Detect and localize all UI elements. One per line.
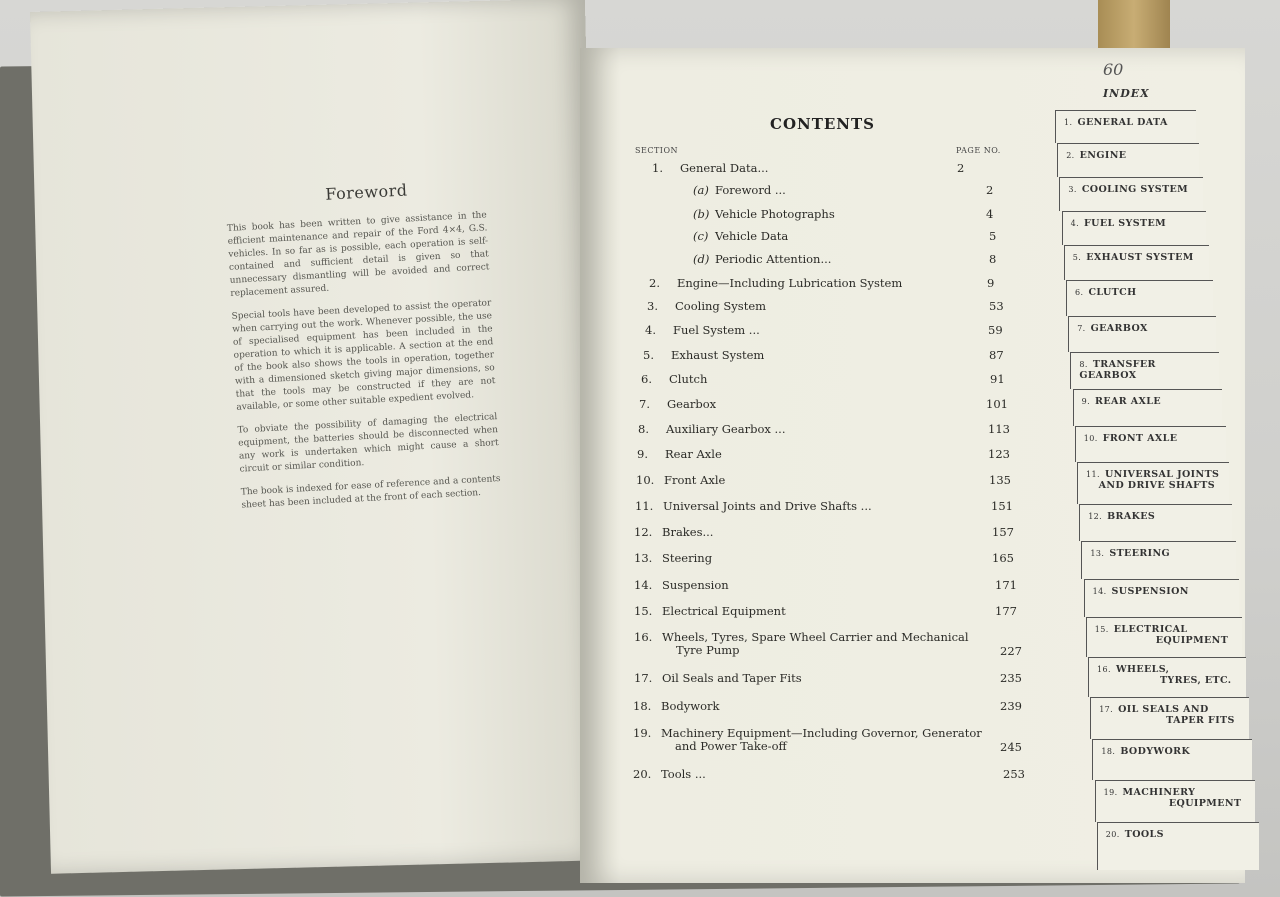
contents-entry — [693, 229, 788, 243]
contents-entry — [634, 578, 729, 592]
entry-number: 1. — [652, 161, 663, 175]
foreword-title: Foreword — [324, 180, 408, 204]
contents-entry — [633, 767, 706, 781]
contents-entry — [634, 551, 712, 565]
entry-number: 6. — [641, 372, 652, 386]
contents-entry — [693, 252, 831, 266]
index-tab[interactable] — [1077, 462, 1229, 504]
index-tab[interactable] — [1055, 110, 1196, 143]
tab-number: 2. — [1066, 151, 1075, 160]
index-tab[interactable] — [1073, 389, 1223, 426]
contents-entry — [634, 604, 786, 618]
entry-number: 5. — [643, 348, 654, 362]
tab-label: BODYWORK — [1120, 746, 1191, 757]
tab-label-continued: EQUIPMENT — [1155, 635, 1229, 646]
tab-label: ELECTRICAL — [1113, 624, 1188, 635]
contents-entry — [645, 323, 760, 337]
entry-page-number: 239 — [1000, 699, 1022, 713]
tab-label: TRANSFER GEARBOX — [1079, 359, 1156, 381]
entry-page-number: 8 — [989, 252, 997, 266]
entry-title: Clutch — [669, 372, 708, 386]
entry-page-number: 5 — [989, 229, 997, 243]
entry-title: Bodywork — [661, 699, 720, 713]
tab-label: COOLING SYSTEM — [1081, 184, 1189, 195]
section-header: SECTION — [635, 146, 678, 155]
contents-entry — [634, 671, 802, 685]
contents-entry — [635, 499, 872, 513]
index-tab[interactable] — [1095, 780, 1256, 822]
tab-number: 13. — [1090, 549, 1105, 558]
entry-page-number: 157 — [992, 525, 1014, 539]
tab-number: 5. — [1072, 253, 1082, 262]
tab-label: GENERAL DATA — [1077, 117, 1168, 128]
index-tab[interactable] — [1090, 697, 1249, 739]
entry-title: Fuel System ... — [673, 323, 760, 337]
tab-label: GEARBOX — [1090, 323, 1148, 334]
entry-number: 17. — [634, 671, 653, 685]
contents-entry — [634, 525, 713, 539]
entry-title: Periodic Attention... — [715, 252, 832, 266]
tab-number: 18. — [1101, 747, 1116, 756]
tab-label-continued: EQUIPMENT — [1168, 798, 1242, 809]
index-title: INDEX — [1103, 87, 1150, 100]
entry-number: 18. — [633, 699, 652, 713]
entry-number: 15. — [634, 604, 653, 618]
contents-entry — [693, 207, 835, 221]
entry-number: 3. — [647, 299, 658, 313]
page-header: PAGE NO. — [956, 146, 1001, 155]
tab-number: 10. — [1083, 434, 1098, 443]
contents-entry — [636, 473, 725, 487]
contents-entry — [634, 630, 969, 657]
tab-label-continued: TYRES, ETC. — [1159, 675, 1232, 686]
entry-page-number: 135 — [989, 473, 1011, 487]
tab-label: FUEL SYSTEM — [1084, 218, 1167, 229]
entry-page-number: 165 — [992, 551, 1014, 565]
entry-page-number: 171 — [995, 578, 1017, 592]
entry-page-number: 235 — [1000, 671, 1022, 685]
tab-number: 17. — [1099, 705, 1114, 714]
entry-title: Suspension — [662, 578, 729, 592]
entry-number: 4. — [645, 323, 656, 337]
entry-number: 10. — [636, 473, 655, 487]
tab-label: MACHINERY — [1122, 787, 1196, 798]
foreword-paragraph: Special tools have been developed to assist the operator when carrying out the work. Whenever possible, the use of specialised equipment has been included in the operation to which it is applicable. A section at the end of the book also shows the tools in operation, together with a dimensioned sketch giving major dimensions, so that the tools may be constructed if they are not available, or some other suitable expedient evolved. — [231, 298, 496, 413]
entry-number: (d) — [693, 252, 710, 266]
tab-label: TOOLS — [1124, 829, 1164, 840]
tab-label: EXHAUST SYSTEM — [1086, 252, 1194, 263]
contents-entry — [633, 699, 719, 713]
index-tab[interactable] — [1097, 822, 1259, 870]
contents-entry — [639, 397, 716, 411]
contents-entry — [637, 447, 722, 461]
tab-number: 12. — [1088, 512, 1103, 521]
entry-page-number: 91 — [990, 372, 1005, 386]
entry-page-number: 177 — [995, 604, 1017, 618]
entry-number: 20. — [633, 767, 652, 781]
entry-title: Gearbox — [667, 397, 717, 411]
contents-entry — [638, 422, 785, 436]
entry-title: Wheels, Tyres, Spare Wheel Carrier and Mechanical — [662, 630, 969, 644]
tab-label: STEERING — [1109, 548, 1171, 559]
entry-page-number: 227 — [1000, 644, 1022, 658]
tab-number: 15. — [1094, 625, 1109, 634]
entry-title: Universal Joints and Drive Shafts ... — [663, 499, 872, 513]
tab-label: BRAKES — [1107, 511, 1156, 522]
index-tab[interactable] — [1088, 657, 1246, 697]
entry-number: 14. — [634, 578, 653, 592]
tab-label: OIL SEALS AND — [1118, 704, 1209, 715]
entry-page-number: 253 — [1003, 767, 1025, 781]
entry-number: (c) — [693, 229, 709, 243]
tab-label: WHEELS, — [1115, 664, 1170, 675]
tab-label-continued: TAPER FITS — [1166, 715, 1235, 726]
entry-page-number: 101 — [986, 397, 1008, 411]
tab-number: 4. — [1070, 219, 1080, 228]
entry-title: Engine—Including Lubrication System — [677, 276, 903, 290]
foreword-paragraph: This book has been written to give assistance in the efficient maintenance and repair of the Ford 4×4, G.S. vehicles. In so far as is possible, each operation is self-contained and sufficient detail is given so that unnecessary dismantling will be avoided and correct replacement assured. — [226, 210, 490, 299]
tab-label: SUSPENSION — [1111, 586, 1189, 597]
index-tab[interactable] — [1066, 280, 1213, 316]
tab-number: 19. — [1103, 788, 1118, 797]
tab-number: 6. — [1075, 288, 1084, 297]
entry-number: 13. — [634, 551, 653, 565]
entry-number: 12. — [634, 525, 653, 539]
tab-label: ENGINE — [1079, 150, 1127, 161]
index-tab[interactable] — [1079, 504, 1232, 541]
tab-label-continued: AND DRIVE SHAFTS — [1098, 480, 1215, 491]
index-tab[interactable] — [1070, 352, 1219, 389]
entry-title-continued: Tyre Pump — [676, 643, 740, 657]
entry-page-number: 4 — [986, 207, 994, 221]
tab-number: 16. — [1097, 665, 1111, 674]
foreword — [225, 176, 502, 522]
entry-title-continued: and Power Take-off — [675, 739, 787, 753]
index-tab[interactable] — [1059, 177, 1202, 211]
contents-entry — [693, 183, 786, 197]
index-tab[interactable] — [1068, 316, 1216, 352]
tab-number: 14. — [1092, 587, 1107, 596]
tab-number: 11. — [1086, 470, 1100, 479]
entry-title: Machinery Equipment—Including Governor, Generator — [661, 726, 982, 740]
entry-number: 16. — [634, 630, 653, 644]
entry-title: Brakes... — [662, 525, 714, 539]
entry-title: Tools ... — [661, 767, 706, 781]
entry-title: Electrical Equipment — [662, 604, 786, 618]
tab-number: 7. — [1077, 324, 1086, 333]
tab-label: FRONT AXLE — [1102, 433, 1178, 444]
entry-number: 9. — [637, 447, 648, 461]
index-tab[interactable] — [1075, 426, 1226, 462]
entry-number: 11. — [635, 499, 654, 513]
index-tab[interactable] — [1062, 211, 1206, 245]
entry-title: General Data... — [680, 161, 769, 175]
entry-number: 7. — [639, 397, 650, 411]
entry-title: Auxiliary Gearbox ... — [666, 422, 786, 436]
entry-number: (b) — [693, 207, 710, 221]
entry-title: Oil Seals and Taper Fits — [662, 671, 802, 685]
index-tab[interactable] — [1064, 245, 1209, 280]
handwritten-number: 60 — [1103, 60, 1124, 79]
entry-page-number: 59 — [988, 323, 1003, 337]
contents-title: CONTENTS — [770, 115, 876, 133]
entry-title: Vehicle Data — [715, 229, 789, 243]
tab-label: UNIVERSAL JOINTS — [1104, 469, 1220, 480]
index-tab[interactable] — [1086, 617, 1242, 657]
tab-label: REAR AXLE — [1095, 396, 1162, 407]
entry-title: Cooling System — [675, 299, 767, 313]
entry-page-number: 113 — [988, 422, 1010, 436]
index-tab[interactable] — [1084, 579, 1239, 617]
contents-entry — [643, 348, 764, 362]
entry-number: 8. — [638, 422, 649, 436]
entry-number: (a) — [693, 183, 709, 197]
entry-title: Foreword ... — [715, 183, 786, 197]
entry-title: Steering — [662, 551, 713, 565]
entry-page-number: 9 — [987, 276, 995, 290]
contents-entry — [633, 726, 982, 753]
contents-entry — [649, 276, 902, 290]
entry-title: Rear Axle — [665, 447, 722, 461]
entry-number: 2. — [649, 276, 660, 290]
foreword-paragraph: To obviate the possibility of damaging the electrical equipment, the batteries should be disconnected when any work is undertaken which might cause a short circuit or similar condition. — [237, 412, 499, 475]
entry-title: Front Axle — [664, 473, 726, 487]
tab-number: 20. — [1105, 830, 1120, 839]
index-tab[interactable] — [1092, 739, 1252, 780]
entry-page-number: 87 — [989, 348, 1004, 362]
entry-page-number: 245 — [1000, 740, 1022, 754]
index-tab[interactable] — [1081, 541, 1235, 579]
contents-entry — [641, 372, 707, 386]
contents-entry — [647, 299, 766, 313]
entry-page-number: 2 — [957, 161, 965, 175]
entry-page-number: 151 — [991, 499, 1013, 513]
foreword-paragraph: The book is indexed for ease of reference and a contents sheet has been included at the front of each section. — [240, 473, 501, 511]
tab-number: 9. — [1081, 397, 1091, 406]
contents-entry — [652, 161, 768, 175]
entry-page-number: 123 — [988, 447, 1010, 461]
index-tab[interactable] — [1057, 143, 1199, 177]
entry-number: 19. — [633, 726, 652, 740]
entry-title: Exhaust System — [671, 348, 765, 362]
entry-title: Vehicle Photographs — [715, 207, 835, 221]
tab-number: 1. — [1064, 118, 1073, 127]
tab-label: CLUTCH — [1088, 287, 1137, 298]
entry-page-number: 2 — [986, 183, 994, 197]
tab-number: 8. — [1079, 360, 1088, 369]
entry-page-number: 53 — [989, 299, 1004, 313]
tab-number: 3. — [1068, 185, 1077, 194]
